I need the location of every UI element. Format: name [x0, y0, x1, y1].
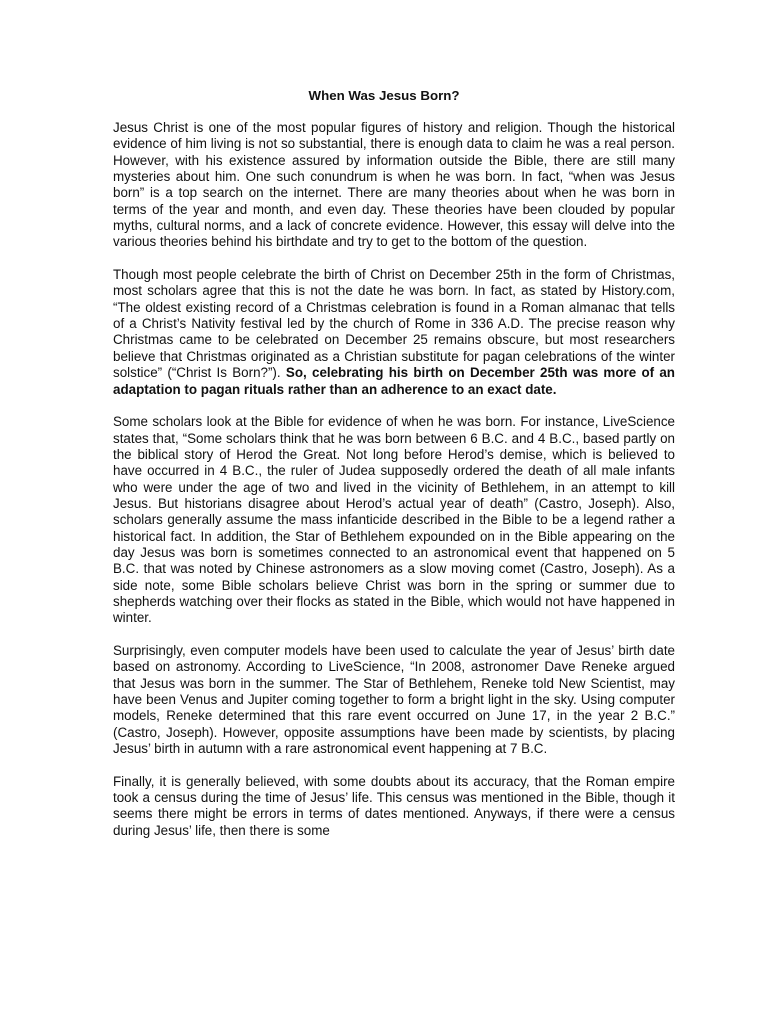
paragraph-2-bold-text: So, celebrating his birth on December 25th was more of an adaptation to pagan rituals rather than an adherence to an exact date.: [113, 365, 675, 397]
document-body: [113, 120, 675, 855]
paragraph-1: Jesus Christ is one of the most popular figures of history and religion. Though the historical evidence of him living is not so substantial, there is enough data to claim he was a real person. However, with his existence assured by information outside the Bible, there are still many mysteries about him. One such conundrum is when he was born. In fact, “when was Jesus born” is a top search on the internet. There are many theories about when he was born in terms of the year and month, and even day. These theories have been clouded by popular myths, cultural norms, and a lack of concrete evidence. However, this essay will delve into the various theories behind his birthdate and try to get to the bottom of the question.: [113, 120, 675, 250]
paragraph-3: Some scholars look at the Bible for evidence of when he was born. For instance, LiveScience states that, “Some scholars think that he was born between 6 B.C. and 4 B.C., based partly on the biblical story of Herod the Great. Not long before Herod’s demise, which is believed to have occurred in 4 B.C., the ruler of Judea supposedly ordered the death of all male infants who were under the age of two and lived in the vicinity of Bethlehem, in an attempt to kill Jesus. But historians disagree about Herod’s actual year of death” (Castro, Joseph). Also, scholars generally assume the mass infanticide described in the Bible to be a legend rather a historical fact. In addition, the Star of Bethlehem expounded on in the Bible appearing on the day Jesus was born is sometimes connected to an astronomical event that happened on 5 B.C. that was noted by Chinese astronomers as a slow moving comet (Castro, Joseph). As a side note, some Bible scholars believe Christ was born in the spring or summer due to shepherds watching over their flocks as stated in the Bible, which would not have happened in winter.: [113, 414, 675, 626]
document-title: When Was Jesus Born?: [308, 88, 460, 103]
paragraph-2: [113, 267, 675, 398]
paragraph-4: Surprisingly, even computer models have been used to calculate the year of Jesus’ birth date based on astronomy. According to LiveScience, “In 2008, astronomer Dave Reneke argued that Jesus was born in the summer. The Star of Bethlehem, Reneke told New Scientist, may have been Venus and Jupiter coming together to form a bright light in the sky. Using computer models, Reneke determined that this rare event occurred on June 17, in the year 2 B.C.” (Castro, Joseph). However, opposite assumptions have been made by scientists, by placing Jesus’ birth in autumn with a rare astronomical event happening at 7 B.C.: [113, 643, 675, 757]
paragraph-2-text: Though most people celebrate the birth of Christ on December 25th in the form of Christmas, most scholars agree that this is not the date he was born. In fact, as stated by History.com, “The oldest existing record of a Christmas celebration is found in a Roman almanac that tells of a Christ’s Nativity festival led by the church of Rome in 336 A.D. The precise reason why Christmas came to be celebrated on December 25 remains obscure, but most researchers believe that Christmas originated as a Christian substitute for pagan celebrations of the winter solstice” (“Christ Is Born?”).: [113, 267, 675, 381]
paragraph-5: Finally, it is generally believed, with some doubts about its accuracy, that the Roman empire took a census during the time of Jesus’ life. This census was mentioned in the Bible, though it seems there might be errors in terms of dates mentioned. Anyways, if there were a census during Jesus’ life, then there is some: [113, 773, 675, 838]
